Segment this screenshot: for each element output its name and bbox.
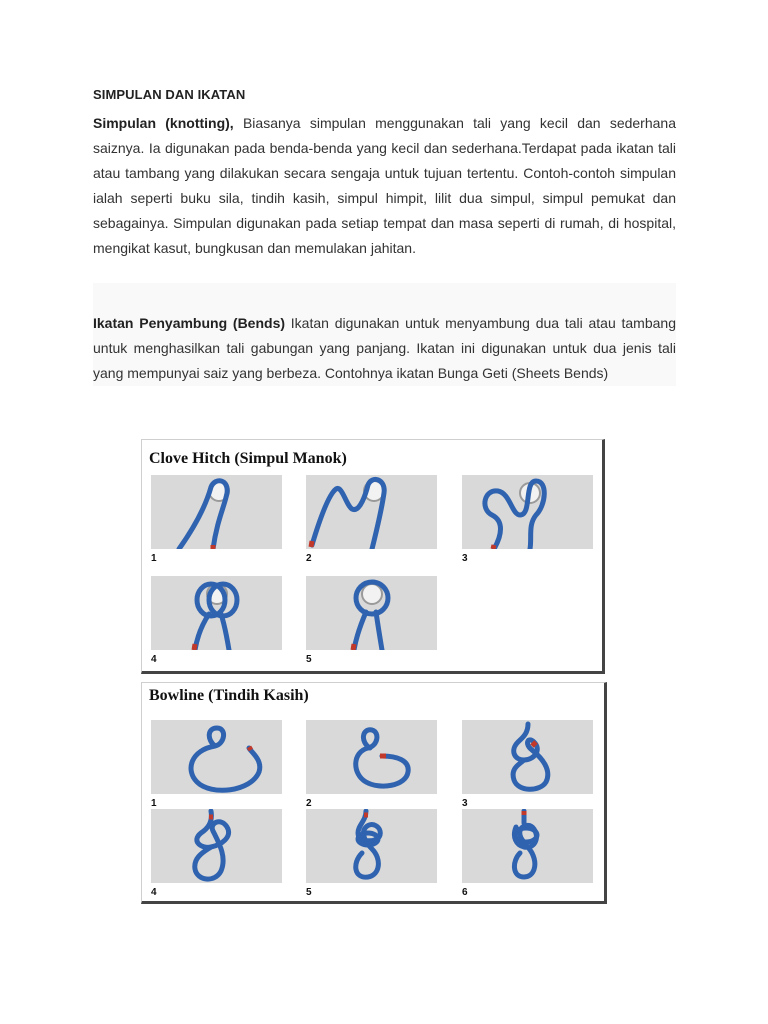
- paragraph-body: Biasanya simpulan menggunakan tali yang kecil dan sederhana saiznya. Ia digunakan pada benda-benda yang kecil dan sederhana.Terdapat pada ikatan tali atau tambang yang dilakukan secara sengaja untuk tujuan tertentu. Contoh-contoh simpulan ialah seperti buku sila, tindih kasih, simpul himpit, lilit dua simpul, simpul pemukat dan sebagainya. Simpulan digunakan pada setiap tempat dan masa seperti di rumah, di hospital, mengikat kasut, bungkusan dan memulakan jahitan.: [93, 115, 676, 256]
- step-number: 2: [306, 553, 312, 564]
- document-title: SIMPULAN DAN IKATAN: [93, 87, 246, 102]
- step-number: 4: [151, 654, 157, 665]
- step-number: 4: [151, 887, 157, 898]
- bowline-step: [151, 720, 282, 810]
- step-number: 5: [306, 654, 312, 665]
- step-number: 6: [462, 887, 468, 898]
- knot-photo: [151, 475, 282, 549]
- knot-photo: [462, 720, 593, 794]
- clove-hitch-step: [306, 475, 437, 565]
- paragraph-term: Ikatan Penyambung (Bends): [93, 315, 286, 331]
- clove-hitch-step: [151, 576, 282, 666]
- knot-photo: [151, 720, 282, 794]
- knot-photo: [306, 809, 437, 883]
- paragraph-term: Simpulan (knotting),: [93, 115, 234, 131]
- step-number: 1: [151, 553, 157, 564]
- step-number: 5: [306, 887, 312, 898]
- bowline-step: [306, 809, 437, 899]
- clove-hitch-step: [151, 475, 282, 565]
- bowline-step: [306, 720, 437, 810]
- knot-photo: [151, 809, 282, 883]
- step-number: 3: [462, 798, 468, 809]
- bowline-step: [462, 720, 593, 810]
- bowline-figure: [141, 682, 607, 904]
- knot-photo: [306, 475, 437, 549]
- step-number: 2: [306, 798, 312, 809]
- figure-title: Clove Hitch (Simpul Manok): [149, 450, 347, 467]
- highlight-band: [93, 283, 676, 311]
- paragraph-body: Ikatan digunakan untuk menyambung dua tali atau tambang untuk menghasilkan tali gabungan yang panjang. Ikatan ini digunakan untuk dua jenis tali yang mempunyai saiz yang berbeza. Contohnya ikatan Bunga Geti (Sheets Bends): [93, 315, 676, 381]
- clove-hitch-step: [462, 475, 593, 565]
- knot-photo: [306, 720, 437, 794]
- knot-photo: [462, 809, 593, 883]
- clove-hitch-step: [306, 576, 437, 666]
- figure-title: Bowline (Tindih Kasih): [149, 687, 309, 704]
- knot-photo: [151, 576, 282, 650]
- knot-photo: [306, 576, 437, 650]
- bowline-step: [462, 809, 593, 899]
- knot-photo: [462, 475, 593, 549]
- step-number: 1: [151, 798, 157, 809]
- step-number: 3: [462, 553, 468, 564]
- paragraph-ikatan: [93, 311, 676, 386]
- paragraph-simpulan: [93, 111, 676, 261]
- clove-hitch-figure: [141, 439, 605, 674]
- bowline-step: [151, 809, 282, 899]
